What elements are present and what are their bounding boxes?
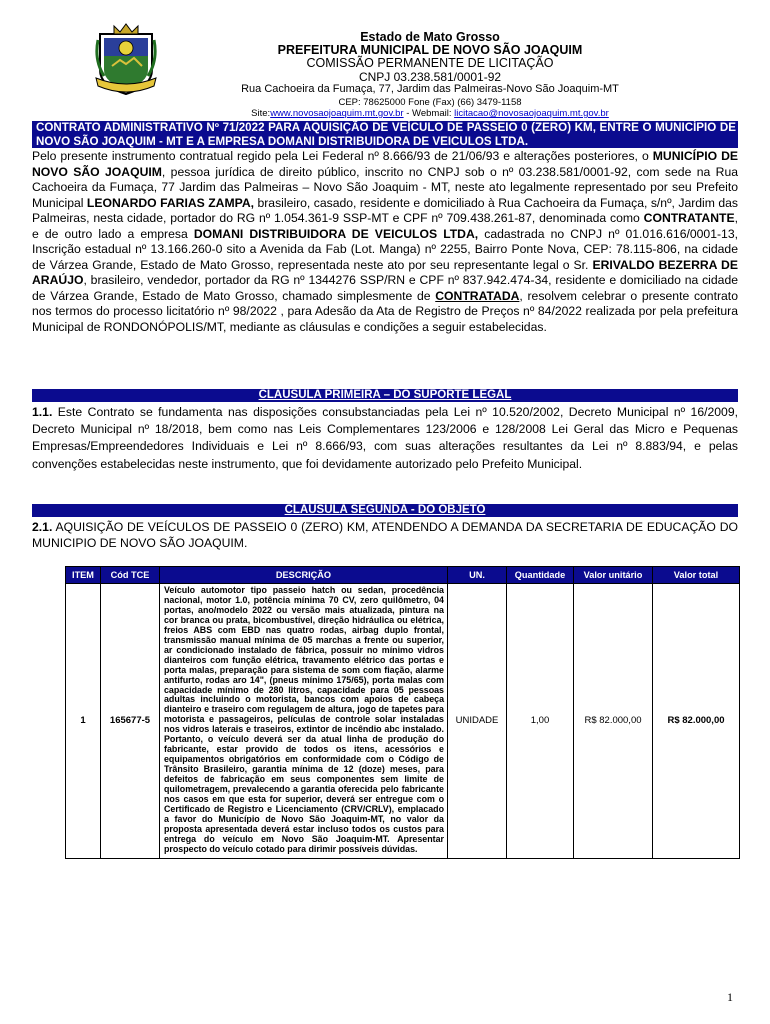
clause1-number: 1.1. (32, 405, 53, 419)
contract-title: CONTRATO ADMINISTRATIVO Nº 71/2022 PARA AQUISIÇÃO DE VEÍCULO DE PASSEIO 0 (ZERO) KM, ENTRE O MUNICÍPIO DE NOVO SÃO JOAQUIM - MT E A EMPRESA DOMANI DISTRIBUIDORA DE VEICULOS LTDA. (36, 121, 736, 148)
preamble-text: , e de outro lado a empresa (32, 211, 738, 241)
clause2-heading (32, 504, 738, 517)
cell-cod-tce: 165677-5 (101, 584, 160, 859)
cell-item: 1 (66, 584, 101, 859)
preamble-text: Pelo presente instrumento contratual regido pela Lei Federal nº 8.666/93 de 21/06/93 e alterações posteriores, o (32, 149, 653, 163)
contratada-label: CONTRATADA (435, 288, 520, 303)
clause1-paragraph (32, 404, 738, 473)
header-site-line (190, 108, 670, 119)
clause1-text: Este Contrato se fundamenta nas disposições consubstanciadas pela Lei nº 10.520/2002, Decreto Municipal nº 16/2009, Decreto Municipal nº 18/2018, bem como nas Leis Complementares 123/2006 e 128/2008 Lei Geral das Micro e Pequenas Empresas/Empreendedores Individuais e Lei nº 8.666/93, com suas alterações resultantes da Lei nº 8.883/94, e pelas convenções estabelecidas neste instrumento, que foi devidamente autorizado pelo Prefeito Municipal. (32, 405, 738, 471)
cell-valor-total: R$ 82.000,00 (653, 584, 740, 859)
col-header-valor-unitario: Valor unitário (574, 567, 653, 584)
header-prefeitura: PREFEITURA MUNICIPAL DE NOVO SÃO JOAQUIM (277, 43, 583, 57)
municipio-name: MUNICÍPIO DE NOVO SÃO JOAQUIM (32, 149, 738, 179)
cell-un: UNIDADE (448, 584, 507, 859)
clause1-heading (32, 389, 738, 402)
page-number: 1 (727, 990, 733, 1004)
header-cnpj: CNPJ 03.238.581/0001-92 (358, 70, 502, 84)
prefeito-name: LEONARDO FARIAS ZAMPA, (86, 195, 255, 210)
site-link[interactable]: www.novosaojoaquim.mt.gov.br (270, 108, 404, 119)
site-label: Site: (251, 108, 271, 119)
preamble-text: , brasileiro, vendedor, portador da RG nº 1344276 SSP/RN e CPF nº 837.942.474-34, residente e domiciliado na cidade de Várzea Grande, Estado de Mato Grosso, chamado simplesmente de (32, 273, 738, 303)
webmail-link[interactable]: licitacao@novosaojoaquim.mt.gov.br (454, 108, 609, 119)
col-header-descricao: DESCRIÇÃO (160, 567, 448, 584)
preamble-text: , resolvem celebrar o presente contrato nos termos do processo licitatório nº 98/2022 , para Adesão da Ata de Registro de Preços nº 84/2022 realizada por pela prefeitura Municipal de RONDONÓPOLIS/MT, mediante as cláusulas e condições a seguir estabelecidas. (32, 288, 738, 335)
cell-descricao: Veículo automotor tipo passeio hatch ou sedan, procedência nacional, motor 1.0, potência mínima 70 CV, zero quilômetro, 04 portas, ano/modelo 2022 ou versão mais atualizada, pintura na cor branca ou prata, bicombustível, direção hidráulica ou elétrica, freios ABS com EBD nas quatro rodas, airbag duplo frontal, transmissão manual mínima de 05 marchas a frente ou superior, ar condicionado instalado de fábrica, possuir no mínimo vidros dianteiros com função elétrica, travamento elétrico das portas e porta malas, preparação para sistema de som com fiação, alarme antifurto, rodas aro 14", (pneus mínimo 175/65), porta malas com capacidade mínimo de 280 litros, capacidade para 05 pessoas adultas incluindo o motorista, bancos com apoios de cabeça dianteiro e traseiro com regulagem de altura, jogo de tapetes para motorista e passageiros, películas de controle solar instaladas nos vidros laterais e traseiros, extintor de incêndio abc instalado. Portanto, o veículo deverá ser da atual linha de produção do fabricante, estar provido de todos os itens, acessórios e equipamentos obrigatórios em conformidade com o Código de Trânsito Brasileiro, garantia mínima de 12 (doze) meses, para defeitos de fabricação em seus componentes sem limite de quilometragem, prevalecendo a garantia oferecida pelo fabricante nos casos em que esta for superior, deverá ser entregue com o Certificado de Registro e Licenciamento (CRV/CRLV), emplacado a favor do Município de Novo São Joaquim-MT, no valor da proposta apresentada deverá estar incluso todos os custos para entrega do veículo em Novo São Joaquim-MT. Apresentar prospecto do veículo cotado para dirimir possíveis dúvidas. (160, 584, 448, 859)
cell-valor-unitario: R$ 82.000,00 (574, 584, 653, 859)
empresa-name: DOMANI DISTRIBUIDORA DE VEICULOS LTDA, (193, 226, 479, 241)
cell-quantidade: 1,00 (507, 584, 574, 859)
header-state: Estado de Mato Grosso (360, 30, 500, 44)
preamble-text: brasileiro, casado, residente e domiciliado à Rua Cachoeira da Fumaça, s/nº, Jardim das Palmeiras, nesta cidade, portador do RG nº 1.054.361-9 SSP-MT e CPF nº 709.438.261-87, denominada como (32, 195, 739, 226)
representante-name: ERIVALDO BEZERRA DE ARAÚJO (32, 257, 738, 288)
municipal-crest-logo (94, 20, 158, 98)
header-comissao: COMISSÃO PERMANENTE DE LICITAÇÃO (306, 56, 554, 70)
clause2-heading-text: CLÁUSULA SEGUNDA - DO OBJETO (284, 504, 486, 516)
preamble-text: , pessoa jurídica de direito público, inscrito no CNPJ sob o nº 03.238.581/0001-92, com sede na Rua Cachoeira da Fumaça, 77 Jardim das Palmeiras – Novo São Joaquim - MT, neste ato legalmente representado por seu Prefeito Municipal (32, 164, 739, 210)
col-header-valor-total: Valor total (653, 567, 740, 584)
preamble-text: cadastrada no CNPJ nº 01.016.616/0001-13, Inscrição estadual nº 13.166.260-0 sito a Avenida da Fab (Lot. Manga) nº 2255, Bairro Ponte Nova, CEP: 78.115-806, na cidade de Várzea Grande, Estado de Mato Grosso, representada neste ato por seu representante legal o Sr. (32, 226, 738, 272)
contratante-label: CONTRATANTE (643, 211, 735, 226)
table-header-row (66, 567, 740, 584)
preamble-paragraph (32, 149, 738, 336)
table-row (66, 584, 740, 859)
header-cep: CEP: 78625000 Fone (Fax) (66) 3479-1158 (338, 97, 522, 108)
clause2-text: AQUISIÇÃO DE VEÍCULOS DE PASSEIO 0 (ZERO) KM, ATENDENDO A DEMANDA DA SECRETARIA DE EDUCAÇÃO DO MUNICIPIO DE NOVO SÃO JOAQUIM. (32, 520, 738, 550)
items-table (65, 566, 740, 859)
col-header-item: ITEM (66, 567, 101, 584)
clause2-paragraph (32, 519, 738, 551)
col-header-cod-tce: Cód TCE (101, 567, 160, 584)
clause2-number: 2.1. (32, 520, 53, 534)
clause1-heading-text: CLÁUSULA PRIMEIRA – DO SUPORTE LEGAL (258, 389, 512, 401)
header-address: Rua Cachoeira da Fumaça, 77, Jardim das Palmeiras-Novo São Joaquim-MT (241, 83, 619, 95)
col-header-un: UN. (448, 567, 507, 584)
col-header-quantidade: Quantidade (507, 567, 574, 584)
webmail-label: - Webmail: (403, 108, 455, 119)
